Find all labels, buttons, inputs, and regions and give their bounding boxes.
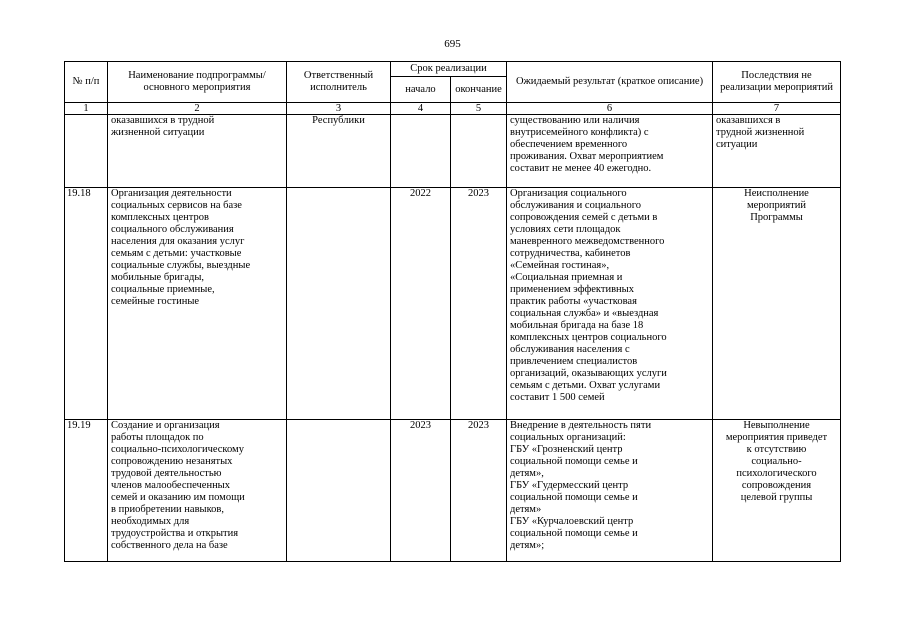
- row-number: [65, 115, 108, 188]
- name-line: семьям с детьми: участковые: [111, 248, 242, 259]
- header-col-responsible: Ответственный исполнитель: [287, 62, 391, 103]
- header-col-consequences: Последствия не реализации мероприятий: [713, 62, 841, 103]
- header-col-start: начало: [391, 77, 451, 103]
- name-line: семей и оказанию им помощи: [111, 492, 245, 503]
- consequences: [713, 188, 841, 420]
- name-line: Организация деятельности: [111, 188, 232, 199]
- result-line: составит не менее 40 ежегодно.: [510, 163, 652, 174]
- start-year: [391, 115, 451, 188]
- result-line: сотрудничества, кабинетов: [510, 248, 631, 259]
- name-line: социальные службы, выездные: [111, 260, 251, 271]
- result-line: внутрисемейного конфликта) с: [510, 127, 649, 138]
- page-number: 695: [444, 38, 461, 50]
- consequences-line: оказавшихся в: [716, 115, 781, 126]
- name-line: мобильные бригады,: [111, 272, 205, 283]
- result-line: сопровождения семей с детьми в: [510, 212, 658, 223]
- name-line: комплексных центров: [111, 212, 209, 223]
- header-col-result: Ожидаемый результат (краткое описание): [507, 62, 713, 103]
- column-number: 5: [451, 103, 507, 115]
- activity-name: [108, 420, 287, 562]
- consequences-line: Неисполнение: [744, 188, 809, 199]
- result-line: обслуживания и социального: [510, 200, 642, 211]
- program-table: [64, 61, 841, 562]
- row-number: 19.18: [65, 188, 108, 420]
- consequences-line: сопровождения: [741, 480, 812, 491]
- row-number: 19.19: [65, 420, 108, 562]
- expected-result: [507, 420, 713, 562]
- start-year: 2022: [391, 188, 451, 420]
- consequences-line: трудной жизненной: [716, 127, 805, 138]
- table-header: [65, 62, 841, 103]
- header-col-period: Срок реализации: [391, 62, 507, 77]
- name-line: необходимых для: [111, 516, 190, 527]
- responsible-executor: Республики: [287, 115, 391, 188]
- result-line: маневренного межведомственного: [510, 236, 665, 247]
- header-col-name: Наименование подпрограммы/ основного мероприятия: [108, 62, 287, 103]
- end-year: 2023: [451, 420, 507, 562]
- name-line: собственного дела на базе: [111, 540, 228, 551]
- name-line: работы площадок по: [111, 432, 204, 443]
- result-line: социальной помощи семье и: [510, 528, 638, 539]
- name-line: трудовой деятельностью: [111, 468, 222, 479]
- column-number: 2: [108, 103, 287, 115]
- end-year: [451, 115, 507, 188]
- name-line: семейные гостиные: [111, 296, 200, 307]
- result-line: ГБУ «Грозненский центр: [510, 444, 623, 455]
- result-line: проживания. Охват мероприятием: [510, 151, 664, 162]
- name-line: трудоустройства и открытия: [111, 528, 239, 539]
- name-line: сопровождению незанятых: [111, 456, 233, 467]
- result-line: Внедрение в деятельность пяти: [510, 420, 652, 431]
- expected-result: [507, 115, 713, 188]
- result-line: детям»,: [510, 468, 544, 479]
- consequences-line: целевой группы: [740, 492, 813, 503]
- consequences-line: к отсутствию: [746, 444, 807, 455]
- consequences: [713, 115, 841, 188]
- column-number: 4: [391, 103, 451, 115]
- name-line: социально-психологическому: [111, 444, 244, 455]
- column-number: 6: [507, 103, 713, 115]
- result-line: ГБУ «Курчалоевский центр: [510, 516, 634, 527]
- result-line: организаций, оказывающих услуги: [510, 368, 667, 379]
- name-line: социальных сервисов на базе: [111, 200, 242, 211]
- result-line: применением эффективных: [510, 284, 634, 295]
- expected-result: [507, 188, 713, 420]
- result-line: социальной помощи семье и: [510, 456, 638, 467]
- result-line: обеспечением временного: [510, 139, 628, 150]
- consequences-line: Невыполнение: [743, 420, 810, 431]
- consequences-line: Программы: [750, 212, 803, 223]
- column-number: 3: [287, 103, 391, 115]
- result-line: обслуживания населения с: [510, 344, 630, 355]
- result-line: «Социальная приемная и: [510, 272, 623, 283]
- end-year: 2023: [451, 188, 507, 420]
- name-line: в приобретении навыков,: [111, 504, 224, 515]
- result-line: условиях сети площадок: [510, 224, 621, 235]
- column-number: 1: [65, 103, 108, 115]
- activity-name: [108, 115, 287, 188]
- name-line: населения для оказания услуг: [111, 236, 245, 247]
- header-col-num: № п/п: [65, 62, 108, 103]
- consequences: [713, 420, 841, 562]
- table-row: [65, 420, 841, 562]
- result-line: ГБУ «Гудермесский центр: [510, 480, 629, 491]
- result-line: Организация социального: [510, 188, 627, 199]
- activity-name: [108, 188, 287, 420]
- result-line: детям»: [510, 504, 542, 515]
- consequences-line: мероприятия приведет: [725, 432, 828, 443]
- result-line: «Семейная гостиная»,: [510, 260, 610, 271]
- column-numbers-row: [65, 103, 841, 115]
- name-line: Создание и организация: [111, 420, 220, 431]
- responsible-executor: [287, 188, 391, 420]
- name-line: оказавшихся в трудной: [111, 115, 215, 126]
- result-line: социальная служба» и «выездная: [510, 308, 659, 319]
- result-line: социальных организаций:: [510, 432, 626, 443]
- table-row: [65, 115, 841, 188]
- name-line: жизненной ситуации: [111, 127, 205, 138]
- result-line: составит 1 500 семей: [510, 392, 605, 403]
- header-col-end: окончание: [451, 77, 507, 103]
- result-line: мобильная бригада на базе 18: [510, 320, 644, 331]
- consequences-line: социально-: [751, 456, 802, 467]
- name-line: социального обслуживания: [111, 224, 234, 235]
- name-line: членов малообеспеченных: [111, 480, 230, 491]
- column-number: 7: [713, 103, 841, 115]
- table-row: [65, 188, 841, 420]
- result-line: семьям с детьми. Охват услугами: [510, 380, 661, 391]
- consequences-line: мероприятий: [747, 200, 806, 211]
- consequences-line: ситуации: [716, 139, 758, 150]
- result-line: привлечением специалистов: [510, 356, 638, 367]
- name-line: социальные приемные,: [111, 284, 215, 295]
- result-line: детям»;: [510, 540, 545, 551]
- consequences-line: психологического: [736, 468, 817, 479]
- result-line: существованию или наличия: [510, 115, 640, 126]
- start-year: 2023: [391, 420, 451, 562]
- result-line: социальной помощи семье и: [510, 492, 638, 503]
- responsible-executor: [287, 420, 391, 562]
- result-line: практик работы «участковая: [510, 296, 637, 307]
- result-line: комплексных центров социального: [510, 332, 667, 343]
